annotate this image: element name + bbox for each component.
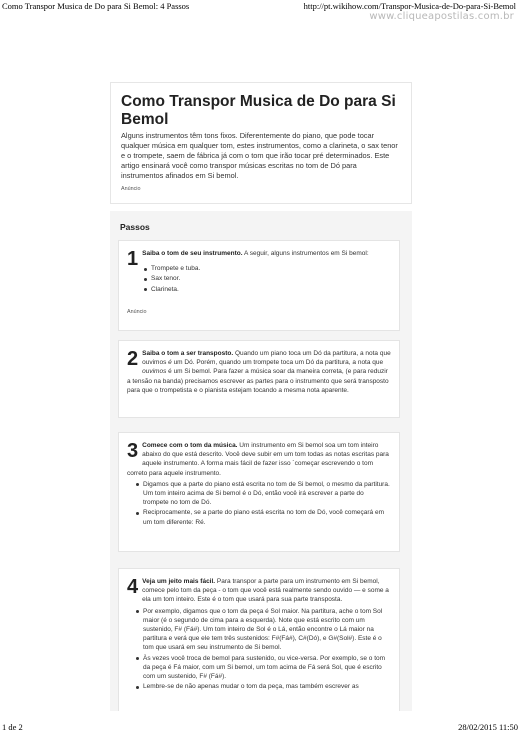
- list-item: Reciprocamente, se a parte do piano está escrita no tom de Dó, você começará em um tom diferente: Ré.: [135, 508, 391, 526]
- step-text: Quando um piano toca um Dó da partitura, a nota que ouvimos: [142, 350, 391, 367]
- list-item: Sax tenor.: [143, 274, 391, 283]
- article-title: Como Transpor Musica de Do para Si Bemol: [121, 93, 396, 128]
- step-lead: Saiba o tom a ser transposto.: [142, 350, 234, 357]
- list-item: Trompete e tuba.: [143, 264, 391, 273]
- step-number: 4: [127, 576, 139, 598]
- list-item: Digamos que a parte do piano está escrita no tom de Si bemol, o mesmo da partitura. Um tom inteiro acima de Si bemol é o Dó, então você irá escrever a parte do trompete no tom de Dó.: [135, 480, 391, 508]
- list-item: Clarineta.: [143, 285, 391, 294]
- step-2: [118, 340, 400, 418]
- step-text: Um instrumento em Si bemol soa um tom inteiro abaixo do que está descrito. Você deve subir em um tom todas as notas escritas para aquele instrumento. A forma mais fácil de fazer isso ´começar escrevendo o tom correto para aquele instrumento.: [127, 442, 389, 477]
- step-number: 3: [127, 440, 139, 462]
- step-lead: Saiba o tom de seu instrumento.: [142, 250, 243, 257]
- ad-label: Anúncio: [127, 308, 147, 315]
- article-intro: Alguns instrumentos têm tons fixos. Diferentemente do piano, que pode tocar qualquer música em qualquer tom, estes instrumentos, como a clarineta, o sax tenor e o trompete, saem de fábrica já com o tom que irão tocar pré determinados. Este artigo ensinará você como transpor músicas escritas no tom de Dó para instrumentos afinados em Si bemol.: [121, 131, 398, 180]
- print-title: Como Transpor Musica de Do para Si Bemol: 4 Passos: [2, 1, 190, 11]
- list-item: Lembre-se de não apenas mudar o tom da peça, mas também escrever as: [135, 682, 391, 691]
- article-intro-card: [110, 82, 412, 204]
- page-number: 1 de 2: [2, 722, 23, 732]
- step-emphasis: ouvimos: [142, 368, 167, 376]
- step-number: 2: [127, 348, 139, 370]
- print-datetime: 28/02/2015 11:50: [458, 722, 518, 732]
- step-text: um Dó. Porém, quando um trompete toca um Dó da partitura, a nota que: [171, 359, 384, 367]
- step-bullets: [127, 264, 391, 294]
- steps-title: Passos: [120, 222, 150, 232]
- watermark: www.cliqueapostilas.com.br: [369, 11, 514, 22]
- step-1: [118, 240, 400, 331]
- list-item: Às vezes você troca de bemol para sustenido, ou vice-versa. Por exemplo, se o tom da peça é Fá maior, com um Si bemol, um tom acima de Fá será Sol, que é escrito com um sustenido, F# (Fá#).: [135, 654, 391, 682]
- ad-label: Anúncio: [121, 186, 141, 192]
- step-3: [118, 432, 400, 552]
- step-lead: Veja um jeito mais fácil.: [142, 578, 216, 585]
- print-footer: [0, 722, 520, 734]
- step-bullets: [127, 480, 391, 527]
- step-text: Para transpor a parte para um instrumento em Si bemol, comece pelo tom da peça - o tom que você está realmente sendo ouvido — e some a ela um tom inteiro. Este é o tom que usará para sua parte transposta.: [142, 578, 389, 604]
- step-bullets: [127, 607, 391, 692]
- print-url[interactable]: http://pt.wikihow.com/Transpor-Musica-de-Do-para-Si-Bemol: [303, 1, 516, 11]
- step-4: [118, 568, 400, 711]
- list-item: Por exemplo, digamos que o tom da peça é Sol maior. Na partitura, ache o tom Sol maior (é o segundo de cima para a esquerda). Note que está escrito com um sustenido, F# (Fá#). Um tom inteiro de Sol é o Lá, então encontre o Lá maior na partitura e verá que ele tem três sustenidos: F#(Fá#), C#(Dó), e G#(Sol#). Este é o tom que usará em seu instrumento de Si bemol.: [135, 607, 391, 653]
- step-lead: Comece com o tom da música.: [142, 442, 238, 449]
- step-emphasis: é: [168, 359, 172, 367]
- step-number: 1: [127, 248, 139, 270]
- step-text: A seguir, alguns instrumentos em Si bemol:: [242, 250, 369, 257]
- step-text: é um Si bemol. Para fazer a música soar da maneira correta, (e para reduzir a tensão na banda) precisamos escrever as partes para o instrumento que será transposto para que o trompetista e o pianista estejam tocando a mesma nota aparente.: [127, 368, 389, 394]
